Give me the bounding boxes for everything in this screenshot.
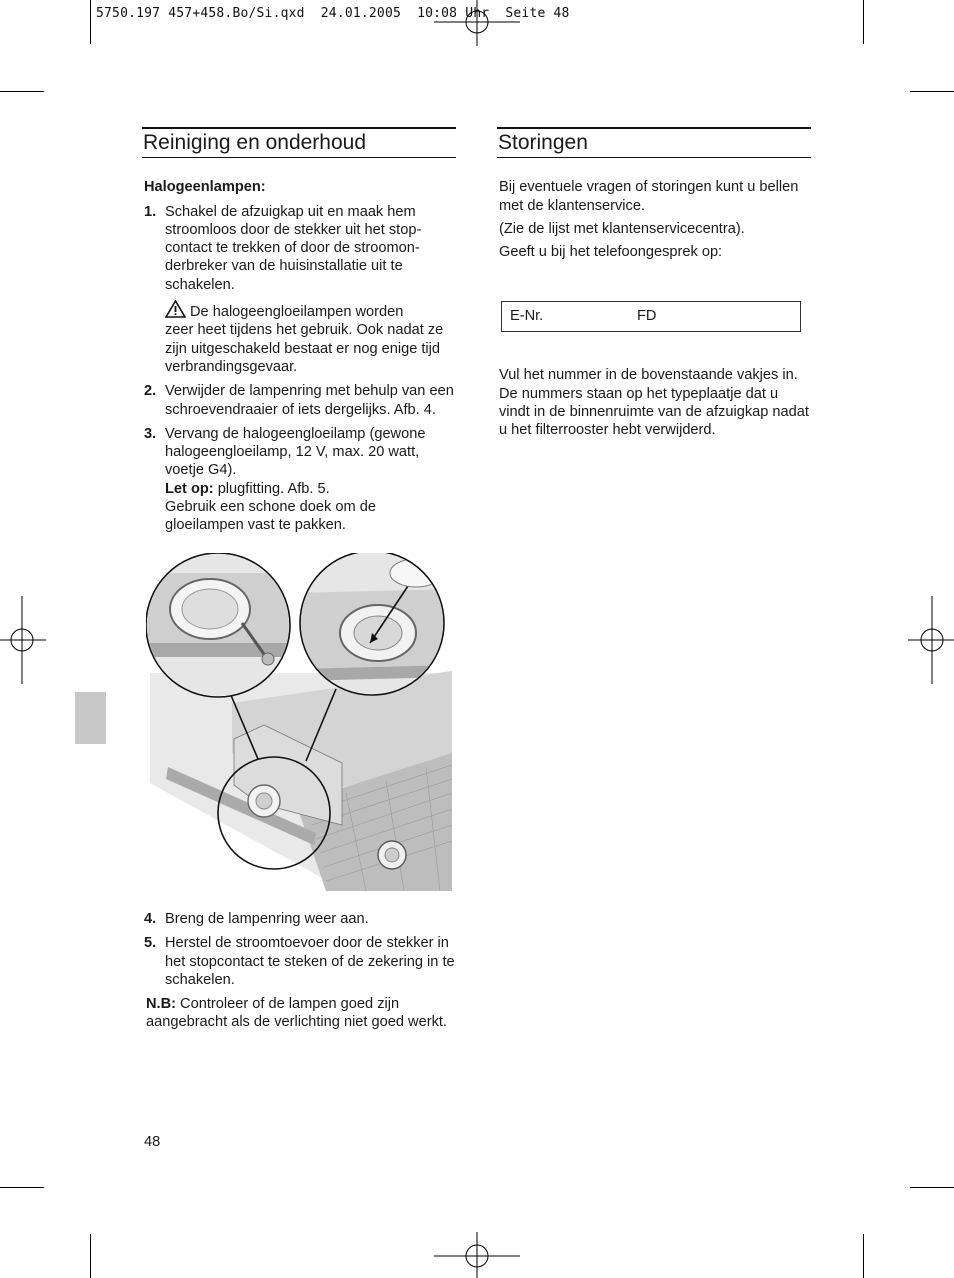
registration-mark-icon — [432, 0, 522, 48]
letop-note — [165, 480, 456, 498]
warning-text: De halogeengloeilampen worden — [190, 304, 404, 321]
print-slug: 5750.197 457+458.Bo/Si.qxd 24.01.2005 10:08 Uhr Seite 48 — [96, 6, 570, 21]
registration-mark-icon — [432, 1232, 522, 1278]
fd-label: FD — [637, 308, 657, 325]
paragraph-typeplate: Vul het nummer in de bovenstaande vakjes in. De nummers staan op het typeplaatje dat u vindt in de binnenruimte van de afzuigkap nadat u het filterrooster hebt verwijderd. — [499, 367, 809, 439]
letop-extra: Gebruik een schone doek om de gloeilampen vast te pakken. — [165, 499, 376, 534]
lamp-replacement-illustration — [146, 553, 452, 891]
step-1 — [142, 203, 456, 377]
step-number: 4. — [144, 910, 157, 927]
step-text: Herstel de stroomtoevoer door de stekker in het stopcontact te steken of de zekering in te schakelen. — [165, 935, 455, 988]
warning-text: verbrandingsgevaar. — [165, 358, 298, 375]
step-number: 2. — [144, 383, 157, 400]
enr-fd-box — [501, 301, 801, 332]
nb-text: Controleer of de lampen goed zijn aangebracht als de verlichting niet goed werkt. — [146, 996, 447, 1031]
nb-label: N.B: — [146, 996, 176, 1013]
registration-mark-icon — [906, 594, 954, 686]
step-number: 1. — [144, 203, 157, 220]
step-text: Verwijder de lampenring met behulp van een schroevendraaier of iets dergelijks. Afb. 4. — [165, 383, 454, 418]
crop-mark — [910, 91, 954, 92]
section-title-cleaning: Reiniging en onderhoud — [143, 131, 367, 154]
section-tab — [75, 692, 106, 744]
nb-note — [144, 995, 456, 1032]
step-3 — [142, 425, 456, 535]
step-4 — [142, 910, 456, 928]
crop-mark — [0, 91, 44, 92]
registration-mark-icon — [0, 594, 48, 686]
warning-triangle-icon — [165, 300, 186, 318]
crop-mark — [90, 0, 91, 44]
letop-text: plugfitting. Afb. 5. — [213, 480, 330, 497]
step-text: Schakel de afzuigkap uit en maak hem stroomloos door de stekker uit het stop-contact te trekken of door de stroomon-derbreker van de huisinstallatie uit te schakelen. — [165, 203, 422, 293]
subhead-halogen-lamps: Halogeenlampen: — [144, 179, 266, 196]
left-column — [142, 127, 456, 1032]
warning-note — [165, 300, 456, 376]
paragraph-service: Bij eventuele vragen of storingen kunt u bellen met de klantenservice. — [499, 179, 799, 214]
warning-text: zeer heet tijdens het gebruik. Ook nadat ze zijn uitgeschakeld bestaat er nog enige tijd — [165, 322, 444, 357]
step-text: Breng de lampenring weer aan. — [165, 910, 369, 927]
right-column — [497, 127, 811, 445]
step-number: 3. — [144, 425, 157, 442]
step-number: 5. — [144, 935, 157, 952]
page-number: 48 — [144, 1134, 161, 1150]
step-5 — [142, 934, 456, 989]
crop-mark — [0, 1187, 44, 1188]
letop-label: Let op: — [165, 480, 214, 497]
step-2 — [142, 382, 456, 419]
crop-mark — [863, 1234, 864, 1278]
enr-label: E-Nr. — [510, 308, 544, 325]
heading-rule-bottom — [497, 157, 811, 158]
crop-mark — [863, 0, 864, 44]
crop-mark — [90, 1234, 91, 1278]
heading-rule-bottom — [142, 157, 456, 158]
crop-mark — [910, 1187, 954, 1188]
paragraph-phone: Geeft u bij het telefoongesprek op: — [499, 244, 723, 261]
section-title-malfunctions: Storingen — [498, 131, 588, 154]
step-text: Vervang de halogeengloeilamp (gewone halogeengloeilamp, 12 V, max. 20 watt, voetje G4). — [165, 425, 426, 479]
paragraph-service-list: (Zie de lijst met klantenservicecentra). — [499, 220, 745, 237]
